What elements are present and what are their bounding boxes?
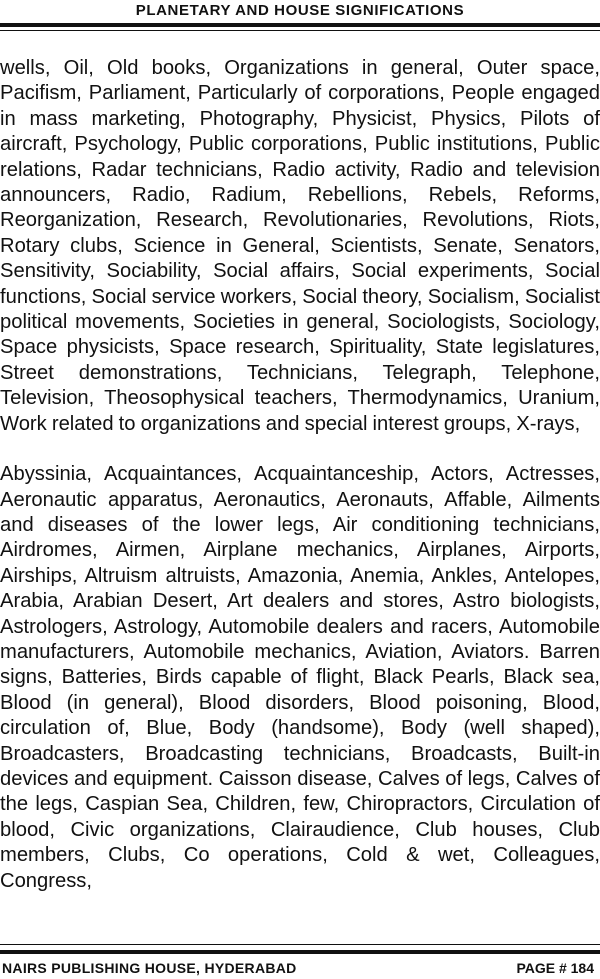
header-rule-thin [0,30,600,31]
body-paragraph-1: wells, Oil, Old books, Organizations in general, Outer space, Pacifism, Parliament, Particularly of corporations, People engaged in mass marketing, Photography, Physicist, Physics, Pilots of aircraft, Psychology, Public corporations, Public institutions, Public relations, Radar technicians, Radio activity, Radio and television announcers, Radio, Radium, Rebellions, Rebels, Reforms, Reorganization, Research, Revolutionaries, Revolutions, Riots, Rotary clubs, Science in General, Scientists, Senate, Senators, Sensitivity, Sociability, Social affairs, Social experiments, Social functions, Social service workers, Social theory, Socialism, Socialist political movements, Societies in general, Sociologists, Sociology, Space physicists, Space research, Spirituality, State legislatures, Street demonstrations, Technicians, Telegraph, Telephone, Television, Theosophysical teachers, Thermodynamics, Uranium, Work related to organizations and special interest groups, X-rays, [0,57,600,435]
footer-rule-thin [0,944,600,945]
page-body [0,56,600,936]
footer-publisher: NAIRS PUBLISHING HOUSE, HYDERABAD [2,960,297,976]
running-header-title: PLANETARY AND HOUSE SIGNIFICATIONS [135,2,465,19]
page-footer [0,940,600,979]
page-header [0,0,600,36]
body-paragraph-2: Abyssinia, Acquaintances, Acquaintanceship, Actors, Actresses, Aeronautic apparatus, Aeronautics, Aeronauts, Affable, Ailments and diseases of the lower legs, Air conditioning technicians, Airdromes, Airmen, Airplane mechanics, Airplanes, Airports, Airships, Altruism altruists, Amazonia, Anemia, Ankles, Antelopes, Arabia, Arabian Desert, Art dealers and stores, Astro biologists, Astrologers, Astrology, Automobile dealers and racers, Automobile manufacturers, Automobile mechanics, Aviation, Aviators. Barren signs, Batteries, Birds capable of flight, Black Pearls, Black sea, Blood (in general), Blood disorders, Blood poisoning, Blood, circulation of, Blue, Body (handsome), Body (well shaped), Broadcasters, Broadcasting technicians, Broadcasts, Built-in devices and equipment. Caisson disease, Calves of legs, Calves of the legs, Caspian Sea, Children, few, Chiropractors, Circulation of blood, Civic organizations, Clairaudience, Club houses, Club members, Clubs, Co operations, Cold & wet, Colleagues, Congress, [0,463,600,892]
header-rule-thick [0,23,600,27]
page-number: PAGE # 184 [516,960,594,976]
footer-rule-thick [0,950,600,954]
